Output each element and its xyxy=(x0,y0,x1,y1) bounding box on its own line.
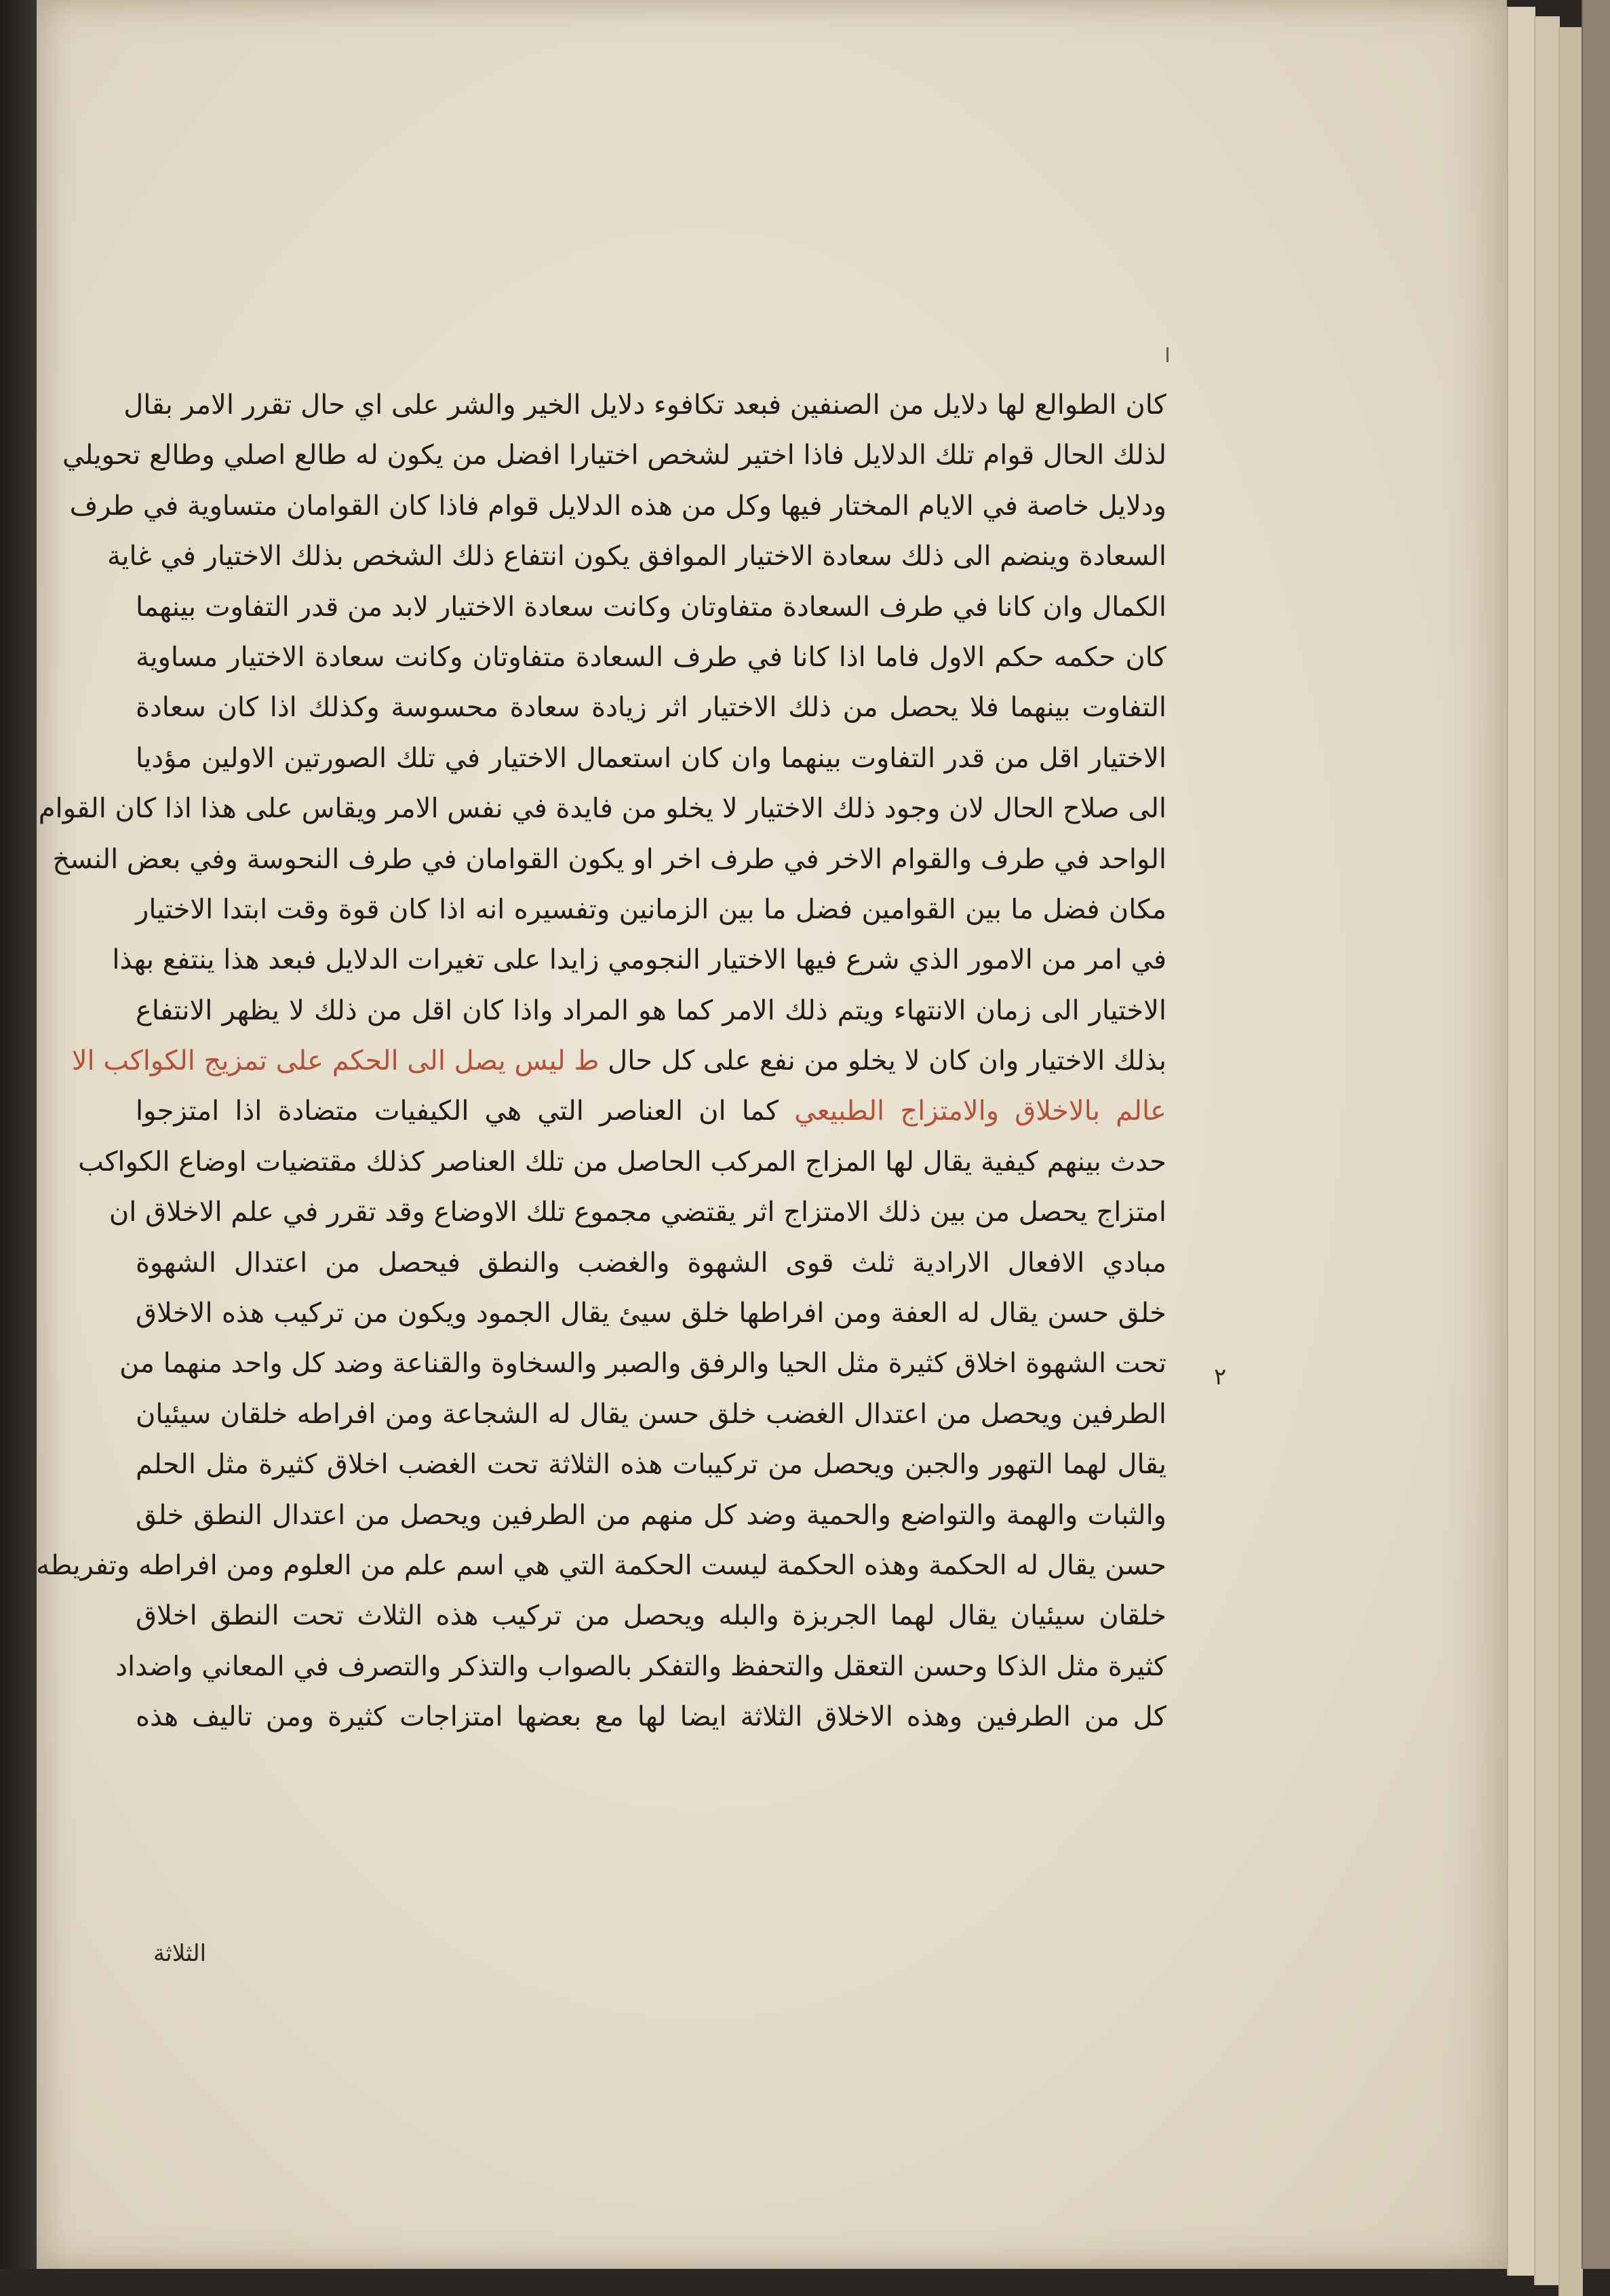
text-line xyxy=(38,783,1166,834)
text-line xyxy=(136,1238,1166,1288)
text-segment: لذلك الحال قوام تلك الدلايل فاذا اختير لشخص اختيارا افضل من يكون له طالع اصلي وطالع تحويلي xyxy=(62,440,1166,471)
text-segment: ودلايل خاصة في الايام المختار فيها وكل من هذه الدلايل قوام فاذا كان القوامان متساوية في طرف xyxy=(69,490,1166,522)
text-line xyxy=(119,1338,1166,1388)
text-line xyxy=(112,935,1166,985)
text-segment: بذلك الاختيار وان كان لا يخلو من نفع على كل حال xyxy=(599,1045,1166,1077)
text-line xyxy=(106,531,1166,581)
text-segment: امتزاج يحصل من بين ذلك الامتزاج اثر يقتضي مجموع تلك الاوضاع وقد تقرر في علم الاخلاق ان xyxy=(109,1196,1166,1228)
text-segment: الكمال وان كانا في طرف السعادة متفاوتان وكانت سعادة الاختيار لابد من قدر التفاوت بينهما xyxy=(136,591,1166,623)
margin-tick-mark xyxy=(1166,347,1169,362)
text-line xyxy=(109,1187,1166,1237)
text-line xyxy=(123,380,1166,430)
text-segment: كثيرة مثل الذكا وحسن التعقل والتحفظ والتفكر بالصواب والتذكر والتصرف في المعاني واضداد xyxy=(115,1650,1166,1682)
text-line xyxy=(71,1036,1166,1086)
text-segment: كما ان العناصر التي هي الكيفيات متضادة اذا امتزجوا xyxy=(136,1095,779,1127)
text-segment: حسن يقال له الحكمة وهذه الحكمة ليست الحكمة التي هي اسم علم من العلوم ومن افراطه وتفريطه xyxy=(36,1549,1166,1581)
text-line xyxy=(62,430,1166,480)
text-segment: الاختيار الى زمان الانتهاء ويتم ذلك الامر كما هو المراد واذا كان اقل من ذلك لا يظهر الانتفاع xyxy=(136,994,1166,1026)
text-segment: والثبات والهمة والتواضع والحمية وضد كل منهم من الطرفين ويحصل من اعتدال النطق خلق xyxy=(136,1499,1166,1531)
text-line xyxy=(136,1086,1166,1136)
binding-edge xyxy=(1582,0,1610,2269)
text-segment: الى صلاح الحال لان وجود ذلك الاختيار لا يخلو من فايدة في نفس الامر ويقاس على هذا اذا كان القوام xyxy=(38,793,1166,825)
text-segment: مبادي الافعال الارادية ثلث قوى الشهوة والغضب والنطق فيحصل من اعتدال الشهوة xyxy=(136,1247,1166,1279)
text-line xyxy=(136,1389,1166,1439)
text-line xyxy=(136,682,1166,733)
text-segment: في امر من الامور الذي شرع فيها الاختيار النجومي زايدا على تغيرات الدلايل فبعد هذا ينتفع بهذا xyxy=(112,944,1166,976)
text-line xyxy=(136,1591,1166,1641)
text-line xyxy=(136,632,1166,682)
page-edge xyxy=(1507,7,1535,2276)
text-line xyxy=(136,986,1166,1036)
page-edge xyxy=(1558,27,1583,2296)
page-edge xyxy=(1534,16,1560,2285)
text-segment: الواحد في طرف والقوام الاخر في طرف اخر او يكون القوامان في طرف النحوسة وفي بعض النسخ xyxy=(52,843,1166,875)
dark-backdrop xyxy=(0,0,37,2269)
text-line xyxy=(115,1641,1166,1692)
rubric-heading: عالم بالاخلاق والامتزاج الطبيعي xyxy=(779,1095,1166,1127)
text-line xyxy=(136,1288,1166,1338)
text-segment: تحت الشهوة اخلاق كثيرة مثل الحيا والرفق والصبر والسخاوة والقناعة وضد كل واحد منهما من xyxy=(119,1348,1166,1380)
text-segment: الاختيار اقل من قدر التفاوت بينهما وان كان استعمال الاختيار في تلك الصورتين الاولين مؤديا xyxy=(136,742,1166,774)
text-segment: يقال لهما التهور والجبن ويحصل من تركيبات هذه الثلاثة تحت الغضب اخلاق كثيرة مثل الحلم xyxy=(136,1449,1167,1481)
text-line xyxy=(36,1540,1166,1591)
text-segment: التفاوت بينهما فلا يحصل من ذلك الاختيار اثر زيادة سعادة محسوسة وكذلك اذا كان سعادة xyxy=(136,692,1166,724)
text-segment: حدث بينهم كيفية يقال لها المزاج المركب الحاصل من تلك العناصر كذلك مقتضيات اوضاع الكواكب xyxy=(78,1146,1166,1178)
text-line xyxy=(136,1692,1166,1742)
text-segment: كان حكمه حكم الاول فاما اذا كانا في طرف السعادة متفاوتان وكانت سعادة الاختيار مساوية xyxy=(136,641,1166,673)
text-segment: كل من الطرفين وهذه الاخلاق الثلاثة ايضا لها مع بعضها امتزاجات كثيرة ومن تاليف هذه xyxy=(136,1701,1166,1733)
text-segment: خلق حسن يقال له العفة ومن افراطها خلق سيئ يقال الجمود ويكون من تركيب هذه الاخلاق xyxy=(136,1298,1166,1329)
text-line xyxy=(69,481,1166,531)
rubric-heading: ط ليس يصل الى الحكم على تمزيج الكواكب الا xyxy=(71,1045,600,1077)
text-segment: كان الطوالع لها دلايل من الصنفين فبعد تكافوء دلايل الخير والشر على اي حال تقرر الامر بقال xyxy=(123,389,1166,421)
manuscript-text-block xyxy=(36,380,1167,1743)
text-line xyxy=(78,1137,1166,1187)
catchword: الثلاثة xyxy=(153,1940,207,1967)
text-segment: السعادة وينضم الى ذلك سعادة الاختيار الموافق يكون انتفاع ذلك الشخص بذلك الاختيار في غاية xyxy=(106,541,1166,572)
text-segment: خلقان سيئيان يقال لهما الجربزة والبله ويحصل من تركيب هذه الثلاث تحت النطق اخلاق xyxy=(136,1600,1166,1632)
text-line xyxy=(136,1490,1166,1540)
text-segment: مكان فضل ما بين القوامين فضل ما بين الزمانين وتفسيره انه اذا كان قوة وقت ابتدا الاختيار xyxy=(136,893,1166,925)
margin-number: ٢ xyxy=(1214,1363,1227,1390)
text-line xyxy=(136,582,1166,632)
text-line xyxy=(136,1439,1166,1490)
text-line xyxy=(136,733,1166,783)
text-segment: الطرفين ويحصل من اعتدال الغضب خلق حسن يقال له الشجاعة ومن افراطه خلقان سيئيان xyxy=(136,1398,1166,1430)
text-line xyxy=(52,834,1166,884)
text-line xyxy=(136,884,1166,935)
